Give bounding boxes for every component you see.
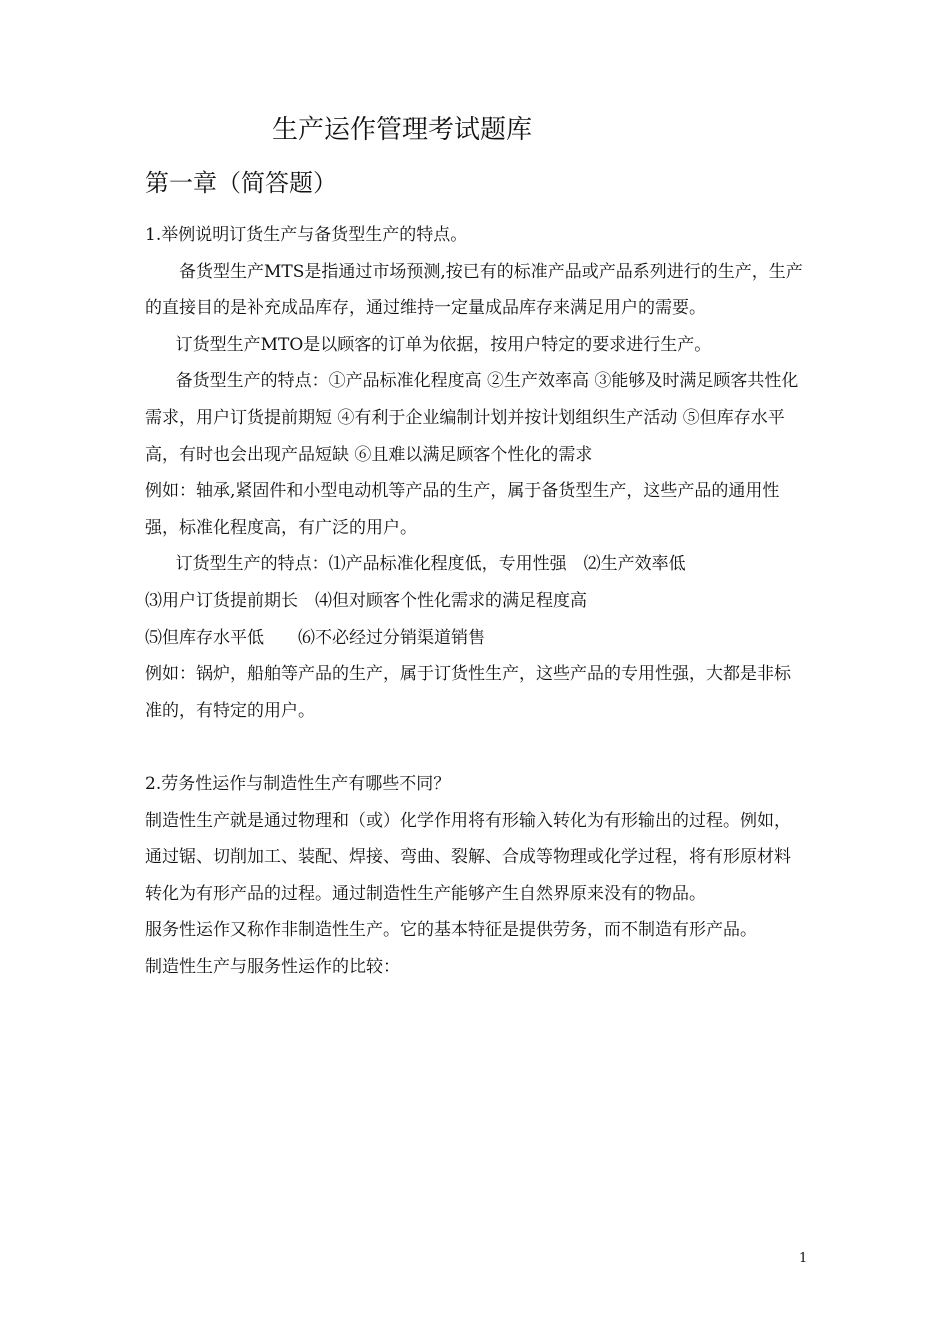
paragraph-mto-features-2: ⑶用户订货提前期长 ⑷但对顾客个性化需求的满足程度高: [145, 590, 587, 611]
chapter-heading: 第一章（简答题）: [145, 169, 337, 197]
paragraph-mts-definition: 备货型生产MTS是指通过市场预测,按已有的标准产品或产品系列进行的生产，生产的直接目的是补充成品库存，通过维持一定量成品库存来满足用户的需要。: [145, 261, 803, 319]
paragraph-mts-example: 例如：轴承,紧固件和小型电动机等产品的生产，属于备货型生产，这些产品的通用性强，标准化程度高，有广泛的用户。: [145, 481, 780, 538]
document-body: [145, 217, 807, 985]
paragraph-mto-definition: 订货型生产MTO是以顾客的订单为依据，按用户特定的要求进行生产。: [175, 334, 712, 355]
question-1: 1.举例说明订货生产与备货型生产的特点。: [145, 225, 468, 245]
document-title: 生产运作管理考试题库: [272, 115, 533, 145]
page-number: 1: [799, 1251, 808, 1266]
paragraph-mto-example: 例如：锅炉，船舶等产品的生产，属于订货性生产，这些产品的专用性强，大都是非标准的，有特定的用户。: [145, 664, 791, 721]
paragraph-manufacturing: 制造性生产就是通过物理和（或）化学作用将有形输入转化为有形输出的过程。例如，通过锯、切削加工、装配、焊接、弯曲、裂解、合成等物理或化学过程，将有形原材料转化为有形产品的过程。通过制造性生产能够产生自然界原来没有的物品。: [145, 810, 791, 904]
paragraph-mts-features: 备货型生产的特点：①产品标准化程度高 ②生产效率高 ③能够及时满足顾客共性化需求，用户订货提前期短 ④有利于企业编制计划并按计划组织生产活动 ⑤但库存水平高，有时也会出现产品短缺 ⑥且难以满足顾客个性化的需求: [145, 371, 799, 465]
blank-line: [145, 729, 807, 766]
paragraph-service: 服务性运作又称作非制造性生产。它的基本特征是提供劳务，而不制造有形产品。: [145, 920, 757, 941]
paragraph-mto-features-3: ⑸但库存水平低 ⑹不必经过分销渠道销售: [145, 627, 485, 648]
question-2: 2.劳务性运作与制造性生产有哪些不同？: [145, 773, 451, 794]
paragraph-comparison: 制造性生产与服务性运作的比较：: [145, 956, 400, 977]
paragraph-mto-features-1: 订货型生产的特点：⑴产品标准化程度低，专用性强 ⑵生产效率低: [175, 554, 686, 575]
